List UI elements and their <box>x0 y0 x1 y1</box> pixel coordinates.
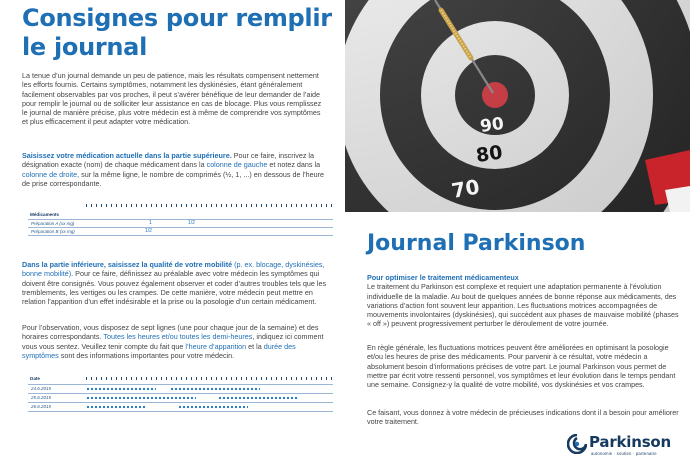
mobility-dots <box>218 396 298 400</box>
title-line-2: le journal <box>22 33 148 61</box>
mobility-dots <box>170 387 260 391</box>
section-subheading: Pour optimiser le traitement médicamenteux <box>367 273 519 282</box>
observation-paragraph: Pour l’observation, vous disposez de sept lignes (une pour chaque jour de la semaine) et des horaires correspondants. Toutes les heures et/ou toutes les demi-heures, indiquez ici comment vous vous sentez. Veuillez tenir compte du fait que l’heure d’apparition et la durée des symptômes sont des informations importantes pour votre médecin. <box>22 323 324 360</box>
mobility-paragraph: Dans la partie inférieure, saisissez la qualité de votre mobilité (p. ex. blocage, dyskinésies, bonne mobilité). Pour ce faire, définissez au préalable avec votre médecin les symptômes qui doivent être consignés. Vous pouvez également observer et coder d’autres troubles tels que les tremblements, les vertiges ou les crampes. De cette manière, votre médecin peut mettre en relation l’apparition d’un effet indésirable et la prise ou la posologie d’un certain médicament. <box>22 260 327 307</box>
mobility-lead: Dans la partie inférieure, saisissez la qualité de votre mobilité <box>22 260 233 269</box>
hourly-ref: Toutes les heures et/ou toutes les demi-heures <box>103 332 253 342</box>
title-line-1: Consignes pour remplir <box>22 4 332 32</box>
body-paragraph-3: Ce faisant, vous donnez à votre médecin de précieuses indications dont il a besoin pour améliorer votre traitement. <box>367 408 679 427</box>
date-row: 24.6.2015 <box>31 386 52 391</box>
right-page <box>345 0 690 458</box>
intro-section <box>367 273 679 329</box>
time-ticks <box>86 204 333 207</box>
medication-paragraph: Saisissez votre médication actuelle dans la partie supérieure. Pour ce faire, inscrivez la désignation exacte (nom) de chaque médicament dans la colonne de gauche et notez dans la colonne de droite, sur la même ligne, le nombre de comprimés (½, 1, ...) en dessous de l’heure de prise correspondante. <box>22 151 325 188</box>
duration-ref: durée des symptômes <box>22 341 296 360</box>
target-label-80: 80 <box>474 141 504 167</box>
dartboard-illustration <box>345 0 690 212</box>
intro-paragraph: La tenue d’un journal demande un peu de patience, mais les résultats compensent nettement les efforts fournis. Certains symptômes, notamment les dyskinésies, étant généralement facilement observables par vos proches, il peut s’avérer bénéfique de leur demander de l’aide pour remplir le journal ou de solliciter leur assistance en cas de blocage. Plus vous remplissez le journal de manière précise, plus votre médecin est à même de comprendre vos symptômes et plus efficacement il peut adapter votre médication. <box>22 71 322 127</box>
dose-mark: 1/2 <box>145 228 152 234</box>
right-column-ref: colonne de droite <box>22 169 78 179</box>
journal-title: Journal Parkinson <box>367 231 586 256</box>
dose-mark: 1/2 <box>188 220 195 226</box>
dartboard-photo <box>345 0 690 212</box>
mobility-dots <box>86 405 146 409</box>
parkinson-logo <box>567 432 687 458</box>
target-label-90: 90 <box>478 113 506 137</box>
medication-row: Préparation B (xx mg) <box>31 229 75 234</box>
left-column-ref: colonne de gauche <box>206 160 268 170</box>
mobility-dots <box>178 405 248 409</box>
body-paragraph-2: En règle générale, les fluctuations motrices peuvent être améliorées en optimisant la posologie et/ou les heures de prise des médicaments. Pour parvenir à ce résultat, votre médecin a absolument besoin d’informations précises de votre part. Le journal Parkinson vous permet de mettre par écrit votre ressenti personnel, vos symptômes et leur évolution dans le temps pendant une semaine. Consignez-y la qualité de votre mobilité, vos dyskinésies et vos crampes. <box>367 343 676 390</box>
date-header: Date <box>30 376 40 381</box>
logo-wordmark: Parkinson <box>589 433 672 451</box>
mobility-examples: (p. ex. blocage, dyskinésies, bonne mobilité) <box>22 260 325 279</box>
logo-swirl-icon <box>567 434 587 454</box>
medication-header: Médicaments <box>30 212 60 217</box>
date-row: 25.6.2015 <box>31 395 52 400</box>
medication-row: Préparation A (xx mg) <box>31 221 75 226</box>
mobility-dots <box>86 396 196 400</box>
dose-mark: 1 <box>149 220 152 226</box>
date-row: 26.6.2015 <box>31 404 52 409</box>
instructions-title <box>22 4 332 62</box>
medication-lead: Saisissez votre médication actuelle dans la partie supérieure. <box>22 151 232 160</box>
logo-tagline: autonomie · soutien · partenaire <box>591 451 657 456</box>
time-ticks <box>86 377 333 380</box>
target-label-70: 70 <box>449 174 482 203</box>
medication-table-sample <box>28 203 333 239</box>
body-paragraph-1: Le traitement du Parkinson est complexe et requiert une adaptation permanente à l’évolution individuelle de la maladie. Au bout de quelques années de bonne réponse aux médicaments, des variations d’action font souvent leur apparition. Les fluctuations motrices accompagnées de mouvements involontaires (dyskinésies), qui succèdent aux phases de mauvaise mobilité (phases « off ») peuvent progressivement perturber le déroulement de votre journée. <box>367 282 679 329</box>
observation-table-sample <box>28 375 333 415</box>
onset-ref: l’heure d’apparition <box>185 341 247 351</box>
mobility-dots <box>86 387 156 391</box>
